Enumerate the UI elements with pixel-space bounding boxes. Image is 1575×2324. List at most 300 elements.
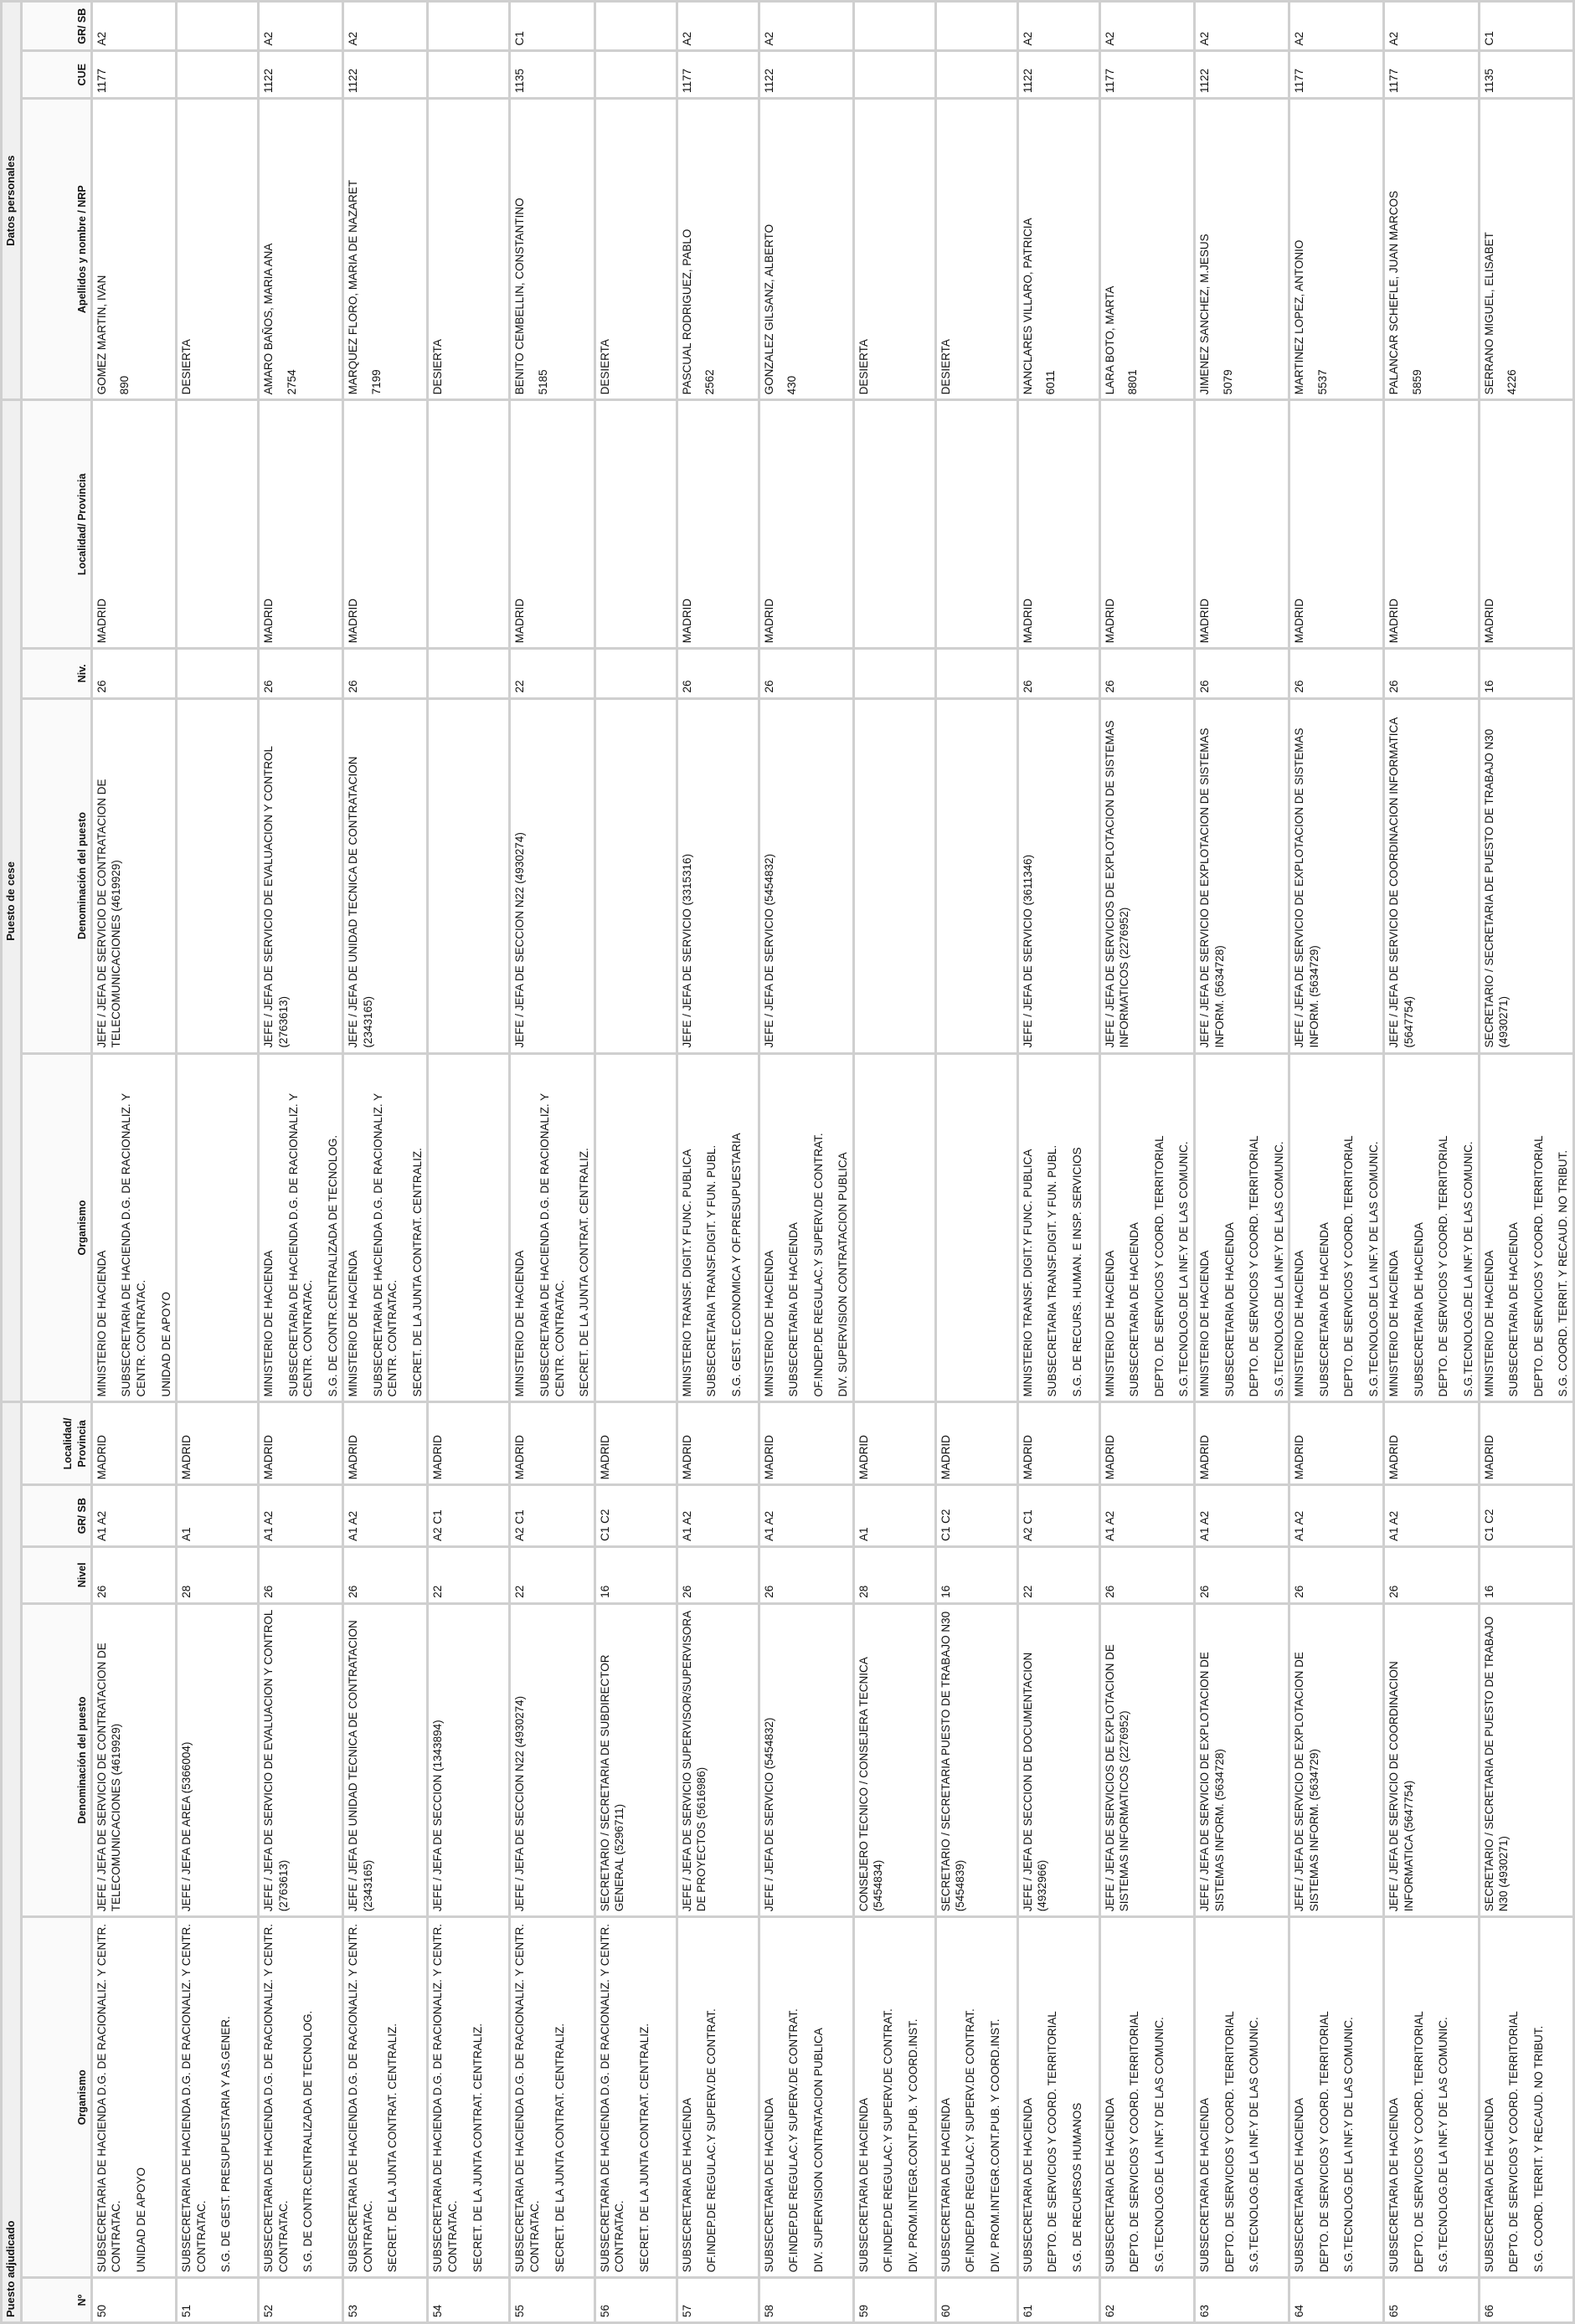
table-row <box>510 2 594 2323</box>
cell-organismo-cese-line: SUBSECRETARIA TRANSF.DIGIT. Y FUN. PUBL. <box>1046 1144 1059 1397</box>
cell-n: 60 <box>935 2278 1017 2323</box>
cell-organismo-cese-line: DEPTO. DE SERVICIOS Y COORD. TERRITORIAL <box>1531 1135 1545 1397</box>
cell-denominacion: JEFE / JEFA DE SECCION N22 (4930274) <box>510 1603 594 1917</box>
cell-grsb: A1 <box>177 1485 259 1546</box>
cell-localidad-cese: MADRID <box>343 400 428 649</box>
cell-organismo-line: OF.INDEP.DE REGULAC.Y SUPERV.DE CONTRAT. <box>882 2008 895 2273</box>
table-row <box>1289 2 1384 2323</box>
cell-organismo-cese-line: MINISTERIO TRANSF. DIGIT.Y FUNC. PUBLICA <box>680 1149 693 1397</box>
cell-organismo-cese-line: SUBSECRETARIA DE HACIENDA <box>1317 1222 1331 1397</box>
cell-apellidos-nrp <box>428 99 510 400</box>
cell-organismo-cese-line: MINISTERIO DE HACIENDA <box>1103 1250 1116 1397</box>
cell-organismo <box>177 1917 259 2278</box>
cell-grsb: A1 A2 <box>1289 1485 1384 1546</box>
cell-organismo-cese-line: S.G. COORD. TERRIT. Y RECAUD. NO TRIBUT. <box>1557 1149 1570 1397</box>
cell-organismo-cese <box>1289 1053 1384 1402</box>
cell-denominacion-cese <box>177 698 259 1053</box>
table-body <box>91 2 1573 2323</box>
cell-cue: 1122 <box>343 51 428 99</box>
cell-organismo-cese-line: DIV. SUPERVISION CONTRATACION PUBLICA <box>836 1152 850 1397</box>
cell-apellidos-nrp <box>1289 99 1384 400</box>
cell-organismo <box>759 1917 853 2278</box>
cell-nivel: 26 <box>759 1546 853 1603</box>
cell-denominacion: SECRETARIO / SECRETARIA DE PUESTO DE TRABAJO N30 (4930271) <box>1479 1603 1573 1917</box>
table-row <box>1017 2 1099 2323</box>
cell-niv: 26 <box>91 649 176 698</box>
cell-localidad-cese: MADRID <box>259 400 343 649</box>
cell-grsb: A2 C1 <box>1017 1485 1099 1546</box>
cell-grsb-personal <box>594 2 677 51</box>
cell-localidad-cese <box>177 400 259 649</box>
cell-localidad: MADRID <box>1289 1402 1384 1485</box>
person-name: GONZALEZ GILSANZ, ALBERTO <box>762 224 775 395</box>
cell-denominacion-cese <box>935 698 1017 1053</box>
cell-grsb-personal: C1 <box>510 2 594 51</box>
cell-organismo <box>1195 1917 1289 2278</box>
cell-organismo-line: SUBSECRETARIA DE HACIENDA <box>857 2098 870 2273</box>
cell-grsb-personal: A2 <box>759 2 853 51</box>
col-header-nivel: Nivel <box>21 1546 91 1603</box>
cell-localidad: MADRID <box>343 1402 428 1485</box>
cell-organismo-line: S.G. DE CONTR.CENTRALIZADA DE TECNOLOG. <box>301 2010 315 2273</box>
cell-localidad-cese: MADRID <box>1099 400 1194 649</box>
cell-apellidos-nrp <box>259 99 343 400</box>
cell-organismo-line: SUBSECRETARIA DE HACIENDA D.G. DE RACIONALIZ. Y CENTR. CONTRATAC. <box>95 1923 123 2273</box>
cell-localidad: MADRID <box>510 1402 594 1485</box>
cell-organismo-cese-line: MINISTERIO DE HACIENDA <box>95 1250 108 1397</box>
cell-organismo-cese <box>343 1053 428 1402</box>
cell-niv: 26 <box>759 649 853 698</box>
cell-grsb-personal <box>177 2 259 51</box>
cell-organismo-cese <box>1384 1053 1479 1402</box>
cell-grsb-personal: A2 <box>1289 2 1384 51</box>
cell-localidad: MADRID <box>677 1402 759 1485</box>
cell-organismo-line: S.G.TECNOLOG.DE LA INF.Y DE LAS COMUNIC. <box>1152 2017 1166 2273</box>
cell-denominacion: SECRETARIO / SECRETARIA DE SUBDIRECTOR GENERAL (5296711) <box>594 1603 677 1917</box>
cell-grsb-personal <box>428 2 510 51</box>
cell-localidad: MADRID <box>177 1402 259 1485</box>
table-row <box>759 2 853 2323</box>
cell-organismo-cese <box>259 1053 343 1402</box>
cell-localidad-cese: MADRID <box>1195 400 1289 649</box>
cell-denominacion: JEFE / JEFA DE SECCION DE DOCUMENTACION (4932966) <box>1017 1603 1099 1917</box>
cell-niv: 26 <box>1017 649 1099 698</box>
cell-organismo-cese-line: SUBSECRETARIA DE HACIENDA D.G. DE RACIONALIZ. Y CENTR. CONTRATAC. <box>286 1093 315 1397</box>
table-row <box>1384 2 1479 2323</box>
person-name: MARQUEZ FLORO, MARIA DE NAZARET <box>347 179 360 395</box>
cell-nivel: 26 <box>1099 1546 1194 1603</box>
table-row <box>1099 2 1194 2323</box>
person-name: SERRANO MIGUEL, ELISABET <box>1482 232 1495 395</box>
col-header-organismo: Organismo <box>21 1917 91 2278</box>
cell-organismo-cese-line: SUBSECRETARIA DE HACIENDA D.G. DE RACIONALIZ. Y CENTR. CONTRATAC. <box>371 1093 399 1397</box>
cell-organismo-line: DIV. PROM.INTEGR.CONT.PUB. Y COORD.INST. <box>906 2018 919 2273</box>
cell-organismo-cese-line: MINISTERIO DE HACIENDA <box>1387 1250 1401 1397</box>
cell-grsb: C1 C2 <box>1479 1485 1573 1546</box>
cell-niv: 26 <box>1384 649 1479 698</box>
cell-nivel: 16 <box>935 1546 1017 1603</box>
cell-denominacion-cese: JEFE / JEFA DE SERVICIO DE EXPLOTACION DE SISTEMAS INFORM. (5634729) <box>1289 698 1384 1053</box>
cell-organismo-cese-line: MINISTERIO TRANSF. DIGIT.Y FUNC. PUBLICA <box>1021 1149 1034 1397</box>
cell-grsb-personal: A2 <box>1384 2 1479 51</box>
cell-organismo <box>259 1917 343 2278</box>
cell-organismo-cese-line: SUBSECRETARIA DE HACIENDA D.G. DE RACIONALIZ. Y CENTR. CONTRATAC. <box>538 1093 566 1397</box>
cell-localidad: MADRID <box>91 1402 176 1485</box>
cell-organismo <box>510 1917 594 2278</box>
person-nrp: 7199 <box>369 369 383 395</box>
col-header-grsb: GR/ SB <box>21 1485 91 1546</box>
cell-n: 65 <box>1384 2278 1479 2323</box>
cell-denominacion: JEFE / JEFA DE SERVICIO DE CONTRATACION DE TELECOMUNICACIONES (4619929) <box>91 1603 176 1917</box>
cell-n: 55 <box>510 2278 594 2323</box>
cell-apellidos-nrp <box>1384 99 1479 400</box>
cell-n: 51 <box>177 2278 259 2323</box>
cell-organismo-line: SUBSECRETARIA DE HACIENDA D.G. DE RACIONALIZ. Y CENTR. CONTRATAC. <box>431 1923 459 2273</box>
cell-apellidos-nrp <box>510 99 594 400</box>
cell-cue: 1177 <box>1384 51 1479 99</box>
cell-n: 62 <box>1099 2278 1194 2323</box>
cell-n: 52 <box>259 2278 343 2323</box>
cell-nivel: 26 <box>91 1546 176 1603</box>
cell-nivel: 28 <box>177 1546 259 1603</box>
cell-denominacion: JEFE / JEFA DE SERVICIOS DE EXPLOTACION DE SISTEMAS INFORMATICOS (2276952) <box>1099 1603 1194 1917</box>
cell-grsb-personal: A2 <box>1195 2 1289 51</box>
cell-nivel: 26 <box>1384 1546 1479 1603</box>
cell-apellidos-nrp <box>759 99 853 400</box>
cell-organismo-line: SUBSECRETARIA DE HACIENDA <box>1103 2098 1116 2273</box>
cell-denominacion-cese: JEFE / JEFA DE UNIDAD TECNICA DE CONTRATACION (2343165) <box>343 698 428 1053</box>
cell-grsb: A1 A2 <box>1099 1485 1194 1546</box>
cell-organismo-line: S.G.TECNOLOG.DE LA INF.Y DE LAS COMUNIC. <box>1437 2017 1450 2273</box>
person-name: MARTINEZ LOPEZ, ANTONIO <box>1293 239 1306 395</box>
cell-organismo-line: S.G. COORD. TERRIT. Y RECAUD. NO TRIBUT. <box>1531 2025 1545 2273</box>
cell-organismo-cese-line: SUBSECRETARIA DE HACIENDA <box>1128 1222 1141 1397</box>
person-nrp: 6011 <box>1044 370 1058 395</box>
cell-cue <box>428 51 510 99</box>
col-header-localidad-cese: Localidad/ Provincia <box>21 400 91 649</box>
cell-localidad: MADRID <box>259 1402 343 1485</box>
cell-localidad-cese <box>428 400 510 649</box>
table-row <box>91 2 176 2323</box>
cell-organismo-line: DEPTO. DE SERVICIOS Y COORD. TERRITORIAL <box>1412 2011 1425 2273</box>
cell-cue: 1122 <box>259 51 343 99</box>
cell-n: 61 <box>1017 2278 1099 2323</box>
cell-denominacion-cese <box>428 698 510 1053</box>
cell-grsb-personal <box>853 2 935 51</box>
cell-organismo-line: DIV. SUPERVISION CONTRATACION PUBLICA <box>811 2028 825 2273</box>
cell-n: 54 <box>428 2278 510 2323</box>
cell-organismo <box>1099 1917 1194 2278</box>
cell-denominacion-cese: JEFE / JEFA DE SERVICIO (3611346) <box>1017 698 1099 1053</box>
cell-grsb: A1 A2 <box>259 1485 343 1546</box>
cell-organismo <box>428 1917 510 2278</box>
cell-organismo-line: OF.INDEP.DE REGULAC.Y SUPERV.DE CONTRAT. <box>705 2008 718 2273</box>
person-nrp: 8801 <box>1126 369 1140 395</box>
cell-denominacion-cese: JEFE / JEFA DE SERVICIO (3315316) <box>677 698 759 1053</box>
cell-n: 59 <box>853 2278 935 2323</box>
cell-organismo-line: OF.INDEP.DE REGULAC.Y SUPERV.DE CONTRAT. <box>787 2008 800 2273</box>
cell-localidad-cese: MADRID <box>1017 400 1099 649</box>
cell-organismo-cese <box>594 1053 677 1402</box>
cell-apellidos-nrp <box>91 99 176 400</box>
cell-organismo-cese-line: MINISTERIO DE HACIENDA <box>513 1250 527 1397</box>
cell-niv: 26 <box>1289 649 1384 698</box>
table-row <box>853 2 935 2323</box>
cell-organismo <box>853 1917 935 2278</box>
cell-localidad: MADRID <box>428 1402 510 1485</box>
cell-grsb-personal: A2 <box>1099 2 1194 51</box>
cell-denominacion-cese <box>853 698 935 1053</box>
cell-apellidos-nrp <box>343 99 428 400</box>
cell-organismo-cese-line: S.G.TECNOLOG.DE LA INF.Y DE LAS COMUNIC. <box>1462 1141 1475 1397</box>
person-nrp: 2562 <box>703 369 717 395</box>
cell-organismo-cese <box>510 1053 594 1402</box>
cell-organismo-cese <box>935 1053 1017 1402</box>
cell-organismo-line: S.G.TECNOLOG.DE LA INF.Y DE LAS COMUNIC. <box>1342 2017 1356 2273</box>
cell-localidad-cese: MADRID <box>510 400 594 649</box>
cell-organismo-line: SECRET. DE LA JUNTA CONTRAT. CENTRALIZ. <box>637 2023 651 2273</box>
cell-organismo <box>935 1917 1017 2278</box>
cell-organismo <box>1017 1917 1099 2278</box>
cell-denominacion: JEFE / JEFA DE SERVICIO (5454832) <box>759 1603 853 1917</box>
person-name: DESIERTA <box>431 339 445 395</box>
cell-grsb: A1 A2 <box>677 1485 759 1546</box>
cell-organismo-cese-line: S.G.TECNOLOG.DE LA INF.Y DE LAS COMUNIC. <box>1367 1141 1380 1397</box>
cell-organismo <box>343 1917 428 2278</box>
col-header-denominacion-cese: Denominación del puesto <box>21 698 91 1053</box>
cell-organismo <box>1479 1917 1573 2278</box>
cell-localidad: MADRID <box>1017 1402 1099 1485</box>
cell-cue: 1177 <box>677 51 759 99</box>
cell-localidad-cese: MADRID <box>677 400 759 649</box>
cell-organismo-cese <box>177 1053 259 1402</box>
cell-denominacion-cese: JEFE / JEFA DE SERVICIO DE CONTRATACION DE TELECOMUNICACIONES (4619929) <box>91 698 176 1053</box>
cell-cue <box>853 51 935 99</box>
col-header-grsb-personal: GR/ SB <box>21 2 91 51</box>
cell-cue: 1122 <box>1195 51 1289 99</box>
cell-organismo-cese-line: MINISTERIO DE HACIENDA <box>347 1250 360 1397</box>
cell-organismo-line: SUBSECRETARIA DE HACIENDA D.G. DE RACIONALIZ. Y CENTR. CONTRATAC. <box>180 1923 208 2273</box>
cell-apellidos-nrp <box>677 99 759 400</box>
col-header-organismo-cese: Organismo <box>21 1053 91 1402</box>
cell-niv <box>428 649 510 698</box>
person-nrp: 430 <box>785 375 799 395</box>
cell-grsb: C1 C2 <box>594 1485 677 1546</box>
cell-organismo-cese-line: SECRET. DE LA JUNTA CONTRAT. CENTRALIZ. <box>578 1148 591 1397</box>
cell-organismo-cese-line: S.G. GEST. ECONOMICA Y OF.PRESUPUESTARIA <box>729 1133 743 1397</box>
cell-organismo-cese <box>1099 1053 1194 1402</box>
cell-denominacion-cese: JEFE / JEFA DE SERVICIO DE EVALUACION Y CONTROL (2763613) <box>259 698 343 1053</box>
table-row <box>177 2 259 2323</box>
cell-localidad-cese: MADRID <box>759 400 853 649</box>
cell-nivel: 16 <box>594 1546 677 1603</box>
cell-localidad-cese <box>935 400 1017 649</box>
cell-apellidos-nrp <box>853 99 935 400</box>
cell-niv: 22 <box>510 649 594 698</box>
cell-n: 50 <box>91 2278 176 2323</box>
cell-organismo-cese-line: SUBSECRETARIA DE HACIENDA <box>1412 1222 1425 1397</box>
cell-organismo-cese-line: DEPTO. DE SERVICIOS Y COORD. TERRITORIAL <box>1437 1135 1450 1397</box>
cell-localidad-cese <box>853 400 935 649</box>
cell-cue: 1177 <box>1099 51 1194 99</box>
cell-organismo-line: SUBSECRETARIA DE HACIENDA <box>1482 2098 1495 2273</box>
table-row <box>1195 2 1289 2323</box>
cell-localidad: MADRID <box>1195 1402 1289 1485</box>
cell-nivel: 28 <box>853 1546 935 1603</box>
cell-organismo-line: SUBSECRETARIA DE HACIENDA <box>762 2098 775 2273</box>
person-name: DESIERTA <box>180 339 193 395</box>
cell-localidad: MADRID <box>1384 1402 1479 1485</box>
person-name: PALANCAR SCHEFLE, JUAN MARCOS <box>1387 190 1401 395</box>
cell-organismo-line: SECRET. DE LA JUNTA CONTRAT. CENTRALIZ. <box>553 2023 566 2273</box>
cell-niv: 26 <box>343 649 428 698</box>
person-nrp: 2754 <box>285 369 298 395</box>
col-header-cue: CUE <box>21 51 91 99</box>
col-header-denominacion: Denominación del puesto <box>21 1603 91 1917</box>
cell-grsb: A1 <box>853 1485 935 1546</box>
person-nrp: 890 <box>118 375 131 395</box>
cell-grsb-personal: C1 <box>1479 2 1573 51</box>
cell-denominacion-cese: JEFE / JEFA DE SERVICIOS DE EXPLOTACION DE SISTEMAS INFORMATICOS (2276952) <box>1099 698 1194 1053</box>
col-header-localidad: Localidad/ Provincia <box>21 1402 91 1485</box>
cell-denominacion-cese: JEFE / JEFA DE SECCION N22 (4930274) <box>510 698 594 1053</box>
table-row <box>594 2 677 2323</box>
cell-organismo-cese <box>1017 1053 1099 1402</box>
cell-organismo-cese-line: MINISTERIO DE HACIENDA <box>1198 1250 1212 1397</box>
cell-organismo-line: SUBSECRETARIA DE HACIENDA <box>1198 2098 1212 2273</box>
cell-cue: 1135 <box>510 51 594 99</box>
cell-localidad-cese: MADRID <box>1479 400 1573 649</box>
person-name: LARA BOTO, MARTA <box>1103 285 1116 395</box>
cell-organismo-cese-line: SUBSECRETARIA DE HACIENDA <box>1222 1222 1236 1397</box>
cell-organismo-line: SUBSECRETARIA DE HACIENDA <box>1293 2098 1306 2273</box>
cell-organismo-cese-line: SUBSECRETARIA DE HACIENDA <box>1507 1222 1521 1397</box>
cell-localidad: MADRID <box>935 1402 1017 1485</box>
cell-organismo-line: SUBSECRETARIA DE HACIENDA D.G. DE RACIONALIZ. Y CENTR. CONTRATAC. <box>598 1923 626 2273</box>
cell-denominacion: SECRETARIO / SECRETARIA PUESTO DE TRABAJO N30 (5454839) <box>935 1603 1017 1917</box>
cell-grsb-personal: A2 <box>343 2 428 51</box>
cell-organismo-line: S.G. DE GEST. PRESUPUESTARIA Y AS.GENER. <box>219 2016 233 2273</box>
cell-localidad: MADRID <box>759 1402 853 1485</box>
cell-organismo-cese <box>428 1053 510 1402</box>
cell-nivel: 26 <box>1289 1546 1384 1603</box>
col-header-apellidos: Apellidos y nombre / NRP <box>21 99 91 400</box>
cell-n: 64 <box>1289 2278 1384 2323</box>
cell-grsb-personal: A2 <box>677 2 759 51</box>
cell-denominacion-cese <box>594 698 677 1053</box>
cell-localidad-cese: MADRID <box>1289 400 1384 649</box>
cell-denominacion: JEFE / JEFA DE UNIDAD TECNICA DE CONTRATACION (2343165) <box>343 1603 428 1917</box>
cell-grsb-personal <box>935 2 1017 51</box>
cell-n: 63 <box>1195 2278 1289 2323</box>
cell-niv: 26 <box>677 649 759 698</box>
cell-nivel: 26 <box>343 1546 428 1603</box>
person-name: JIMENEZ SANCHEZ, M.JESUS <box>1198 234 1212 395</box>
cell-localidad-cese <box>594 400 677 649</box>
cell-localidad: MADRID <box>853 1402 935 1485</box>
person-nrp: 4226 <box>1506 369 1519 395</box>
table-row <box>1479 2 1573 2323</box>
cell-organismo-cese-line: UNIDAD DE APOYO <box>159 1292 172 1397</box>
cell-n: 66 <box>1479 2278 1573 2323</box>
cell-organismo <box>594 1917 677 2278</box>
cell-organismo-cese-line: DEPTO. DE SERVICIOS Y COORD. TERRITORIAL <box>1152 1135 1166 1397</box>
cell-organismo-cese-line: MINISTERIO DE HACIENDA <box>1293 1250 1306 1397</box>
cell-denominacion: CONSEJERO TECNICO / CONSEJERA TECNICA (5454834) <box>853 1603 935 1917</box>
cell-organismo-cese <box>677 1053 759 1402</box>
person-name: BENITO CEMBELLIN, CONSTANTINO <box>513 198 527 395</box>
cell-organismo-line: SUBSECRETARIA DE HACIENDA <box>1387 2098 1401 2273</box>
cell-organismo-line: SUBSECRETARIA DE HACIENDA <box>1021 2098 1034 2273</box>
cell-organismo-line: SUBSECRETARIA DE HACIENDA D.G. DE RACIONALIZ. Y CENTR. CONTRATAC. <box>347 1923 374 2273</box>
cell-apellidos-nrp <box>1479 99 1573 400</box>
cell-grsb: A1 A2 <box>759 1485 853 1546</box>
cell-grsb: A2 C1 <box>428 1485 510 1546</box>
cell-n: 53 <box>343 2278 428 2323</box>
cell-organismo-cese-line: DEPTO. DE SERVICIOS Y COORD. TERRITORIAL <box>1248 1135 1261 1397</box>
cell-organismo <box>677 1917 759 2278</box>
cell-organismo-cese-line: SECRET. DE LA JUNTA CONTRAT. CENTRALIZ. <box>410 1148 424 1397</box>
cell-nivel: 22 <box>1017 1546 1099 1603</box>
cell-denominacion-cese: JEFE / JEFA DE SERVICIO (5454832) <box>759 698 853 1053</box>
col-header-niv: Niv. <box>21 649 91 698</box>
cell-organismo-line: DEPTO. DE SERVICIOS Y COORD. TERRITORIAL <box>1128 2011 1141 2273</box>
cell-organismo-cese-line: SUBSECRETARIA DE HACIENDA <box>787 1222 800 1397</box>
cell-cue <box>177 51 259 99</box>
cell-organismo <box>1289 1917 1384 2278</box>
cell-cue: 1122 <box>1017 51 1099 99</box>
cell-localidad: MADRID <box>594 1402 677 1485</box>
person-nrp: 5079 <box>1221 369 1234 395</box>
cell-localidad: MADRID <box>1479 1402 1573 1485</box>
cell-organismo-line: SUBSECRETARIA DE HACIENDA D.G. DE RACIONALIZ. Y CENTR. CONTRATAC. <box>262 1923 290 2273</box>
cell-nivel: 22 <box>428 1546 510 1603</box>
cell-organismo-line: DEPTO. DE SERVICIOS Y COORD. TERRITORIAL <box>1507 2011 1521 2273</box>
cell-denominacion: JEFE / JEFA DE SERVICIO DE EXPLOTACION DE SISTEMAS INFORM. (5634728) <box>1195 1603 1289 1917</box>
cell-niv <box>935 649 1017 698</box>
cell-organismo-cese-line: S.G. DE RECURS. HUMAN. E INSP. SERVICIOS <box>1070 1147 1083 1397</box>
cell-localidad-cese: MADRID <box>1384 400 1479 649</box>
cell-organismo-cese-line: S.G.TECNOLOG.DE LA INF.Y DE LAS COMUNIC. <box>1177 1141 1191 1397</box>
cell-grsb: A1 A2 <box>1195 1485 1289 1546</box>
cell-denominacion: JEFE / JEFA DE SERVICIO DE COORDINACION INFORMATICA (5647754) <box>1384 1603 1479 1917</box>
cell-cue <box>935 51 1017 99</box>
cell-organismo-line: DEPTO. DE SERVICIOS Y COORD. TERRITORIAL <box>1222 2011 1236 2273</box>
cell-organismo-line: S.G. DE RECURSOS HUMANOS <box>1070 2102 1083 2273</box>
cell-cue: 1177 <box>91 51 176 99</box>
cell-grsb: A2 C1 <box>510 1485 594 1546</box>
cell-organismo-cese <box>853 1053 935 1402</box>
person-nrp: 5537 <box>1315 369 1329 395</box>
group-header-datos-personales: Datos personales <box>2 2 22 400</box>
cell-niv: 16 <box>1479 649 1573 698</box>
person-name: PASCUAL RODRIGUEZ, PABLO <box>680 229 693 395</box>
person-name: DESIERTA <box>939 339 952 395</box>
cell-organismo-line: S.G.TECNOLOG.DE LA INF.Y DE LAS COMUNIC. <box>1248 2017 1261 2273</box>
cell-organismo-cese <box>91 1053 176 1402</box>
cell-organismo-cese-line: SUBSECRETARIA DE HACIENDA D.G. DE RACIONALIZ. Y CENTR. CONTRATAC. <box>120 1093 147 1397</box>
cell-grsb: A1 A2 <box>1384 1485 1479 1546</box>
cell-organismo-line: DEPTO. DE SERVICIOS Y COORD. TERRITORIAL <box>1046 2011 1059 2273</box>
cell-denominacion: JEFE / JEFA DE SERVICIO SUPERVISOR/SUPERVISORA DE PROYECTOS (5616986) <box>677 1603 759 1917</box>
cell-niv: 26 <box>259 649 343 698</box>
cell-grsb: A1 A2 <box>91 1485 176 1546</box>
cell-apellidos-nrp <box>1195 99 1289 400</box>
cell-organismo-cese <box>759 1053 853 1402</box>
cell-niv <box>594 649 677 698</box>
cell-apellidos-nrp <box>177 99 259 400</box>
table-row <box>259 2 343 2323</box>
